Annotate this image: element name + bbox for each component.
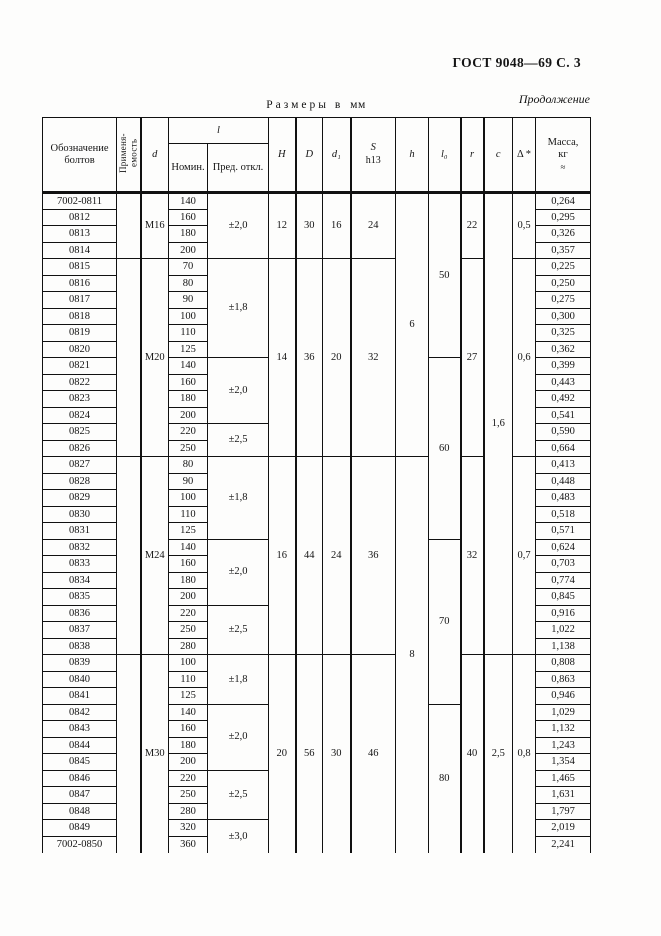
cell-bolt-designation: 0833 (43, 556, 117, 573)
cell-mass: 1,022 (536, 622, 591, 639)
continuation-note: Продолжение (518, 92, 590, 106)
cell-l-deviation: ±3,0 (208, 820, 269, 853)
cell-l-nominal: 180 (169, 572, 208, 589)
header-mass-line2: кг (558, 149, 568, 161)
cell-l0: 50 (429, 193, 461, 358)
cell-bolt-designation: 0839 (43, 655, 117, 672)
cell-r: 32 (461, 457, 484, 655)
cell-l-nominal: 70 (169, 259, 208, 276)
header-mass-line1: Масса, (547, 136, 579, 148)
cell-l-deviation: ±2,5 (208, 770, 269, 820)
cell-mass: 0,326 (536, 226, 591, 243)
cell-mass: 0,774 (536, 572, 591, 589)
cell-delta: 0,8 (513, 655, 536, 853)
cell-mass: 1,029 (536, 704, 591, 721)
cell-bolt-designation: 0826 (43, 440, 117, 457)
cell-mass: 0,448 (536, 473, 591, 490)
cell-bolt-designation: 0847 (43, 787, 117, 804)
cell-mass: 0,225 (536, 259, 591, 276)
cell-bolt-designation: 0848 (43, 803, 117, 820)
units-note-text: Размеры в (266, 99, 344, 111)
cell-l-nominal: 220 (169, 424, 208, 441)
cell-l0: 70 (429, 539, 461, 704)
cell-S: 24 (351, 193, 396, 259)
cell-l-deviation: ±1,8 (208, 259, 269, 358)
cell-bolt-designation: 0849 (43, 820, 117, 837)
cell-l-nominal: 125 (169, 523, 208, 540)
cell-bolt-designation: 0829 (43, 490, 117, 507)
cell-l-deviation: ±2,0 (208, 539, 269, 605)
cell-c: 1,6 (484, 193, 513, 655)
cell-mass: 0,664 (536, 440, 591, 457)
cell-H: 16 (269, 457, 296, 655)
cell-l-nominal: 160 (169, 556, 208, 573)
header-D: D (296, 118, 323, 193)
cell-d1: 16 (323, 193, 351, 259)
cell-mass: 0,571 (536, 523, 591, 540)
cell-S: 46 (351, 655, 396, 853)
cell-mass: 0,916 (536, 605, 591, 622)
cell-mass: 0,590 (536, 424, 591, 441)
cell-bolt-designation: 0820 (43, 341, 117, 358)
header-l0: l₀ (429, 118, 461, 193)
cell-l-nominal: 110 (169, 506, 208, 523)
cell-bolt-designation: 0841 (43, 688, 117, 705)
cell-l-nominal: 180 (169, 391, 208, 408)
cell-d-thread: М16 (141, 193, 169, 259)
cell-mass: 0,300 (536, 308, 591, 325)
cell-bolt-designation: 0812 (43, 209, 117, 226)
cell-l-nominal: 200 (169, 407, 208, 424)
cell-l-nominal: 110 (169, 325, 208, 342)
cell-D: 30 (296, 193, 323, 259)
cell-bolt-designation: 0842 (43, 704, 117, 721)
cell-mass: 0,808 (536, 655, 591, 672)
cell-delta: 0,7 (513, 457, 536, 655)
header-d: d (141, 118, 169, 193)
cell-d-thread: М20 (141, 259, 169, 457)
cell-mass: 0,863 (536, 671, 591, 688)
cell-S: 36 (351, 457, 396, 655)
cell-l-nominal: 200 (169, 242, 208, 259)
cell-bolt-designation: 7002-0811 (43, 193, 117, 210)
header-h: h (396, 118, 429, 193)
header-applicability-label: Применя- емость (117, 133, 139, 173)
header-H: H (269, 118, 296, 193)
cell-bolt-designation: 0836 (43, 605, 117, 622)
cell-l-deviation: ±1,8 (208, 457, 269, 540)
cell-l-deviation: ±2,0 (208, 193, 269, 259)
table-row (43, 655, 591, 672)
cell-mass: 1,631 (536, 787, 591, 804)
cell-bolt-designation: 0830 (43, 506, 117, 523)
cell-l-nominal: 140 (169, 193, 208, 210)
cell-bolt-designation: 0840 (43, 671, 117, 688)
cell-bolt-designation: 0815 (43, 259, 117, 276)
cell-mass: 0,295 (536, 209, 591, 226)
cell-bolt-designation: 0819 (43, 325, 117, 342)
cell-applicability (117, 655, 141, 853)
cell-l-nominal: 250 (169, 787, 208, 804)
units-note (42, 99, 590, 111)
cell-l-nominal: 90 (169, 292, 208, 309)
cell-bolt-designation: 0846 (43, 770, 117, 787)
table-body (43, 193, 591, 853)
cell-bolt-designation: 0844 (43, 737, 117, 754)
cell-r: 40 (461, 655, 484, 853)
cell-bolt-designation: 0823 (43, 391, 117, 408)
cell-mass: 2,019 (536, 820, 591, 837)
header-S (351, 118, 396, 193)
cell-mass: 0,362 (536, 341, 591, 358)
header-mass (536, 118, 591, 193)
dimensions-table (42, 117, 591, 853)
header-l-nominal: Номин. (169, 144, 208, 193)
cell-l-nominal: 250 (169, 622, 208, 639)
cell-bolt-designation: 0843 (43, 721, 117, 738)
cell-bolt-designation: 7002-0850 (43, 836, 117, 853)
cell-mass: 0,845 (536, 589, 591, 606)
cell-l-deviation: ±2,0 (208, 704, 269, 770)
cell-l0: 60 (429, 358, 461, 540)
header-delta: Δ * (513, 118, 536, 193)
cell-d1: 24 (323, 457, 351, 655)
cell-l-nominal: 220 (169, 770, 208, 787)
cell-mass: 0,624 (536, 539, 591, 556)
cell-l-nominal: 160 (169, 721, 208, 738)
cell-l-nominal: 80 (169, 275, 208, 292)
header-l-deviation: Пред. откл. (208, 144, 269, 193)
cell-d-thread: М24 (141, 457, 169, 655)
cell-bolt-designation: 0827 (43, 457, 117, 474)
cell-bolt-designation: 0824 (43, 407, 117, 424)
header-S-symbol: S (370, 142, 376, 154)
cell-mass: 0,518 (536, 506, 591, 523)
cell-bolt-designation: 0821 (43, 358, 117, 375)
cell-l0: 80 (429, 704, 461, 853)
cell-bolt-designation: 0828 (43, 473, 117, 490)
cell-mass: 0,264 (536, 193, 591, 210)
cell-mass: 0,357 (536, 242, 591, 259)
cell-l-nominal: 140 (169, 539, 208, 556)
cell-H: 12 (269, 193, 296, 259)
cell-l-deviation: ±1,8 (208, 655, 269, 705)
cell-bolt-designation: 0825 (43, 424, 117, 441)
cell-l-nominal: 125 (169, 341, 208, 358)
document-reference: ГОСТ 9048—69 С. 3 (452, 55, 581, 70)
cell-mass: 0,703 (536, 556, 591, 573)
cell-bolt-designation: 0814 (43, 242, 117, 259)
cell-bolt-designation: 0845 (43, 754, 117, 771)
cell-l-nominal: 90 (169, 473, 208, 490)
cell-l-nominal: 280 (169, 638, 208, 655)
header-r: r (461, 118, 484, 193)
cell-S: 32 (351, 259, 396, 457)
cell-mass: 1,465 (536, 770, 591, 787)
cell-l-nominal: 160 (169, 374, 208, 391)
cell-l-nominal: 180 (169, 226, 208, 243)
cell-l-nominal: 100 (169, 655, 208, 672)
cell-bolt-designation: 0831 (43, 523, 117, 540)
header-applicability (117, 118, 141, 193)
cell-bolt-designation: 0817 (43, 292, 117, 309)
cell-l-nominal: 160 (169, 209, 208, 226)
cell-H: 14 (269, 259, 296, 457)
header-S-tolerance: h13 (365, 154, 381, 166)
cell-mass: 1,132 (536, 721, 591, 738)
cell-mass: 1,354 (536, 754, 591, 771)
cell-mass: 0,250 (536, 275, 591, 292)
header-l: l (169, 118, 269, 144)
units-note-unit: мм (350, 99, 366, 111)
cell-l-nominal: 125 (169, 688, 208, 705)
cell-mass: 0,541 (536, 407, 591, 424)
cell-h: 6 (396, 193, 429, 457)
cell-l-nominal: 140 (169, 704, 208, 721)
cell-mass: 1,138 (536, 638, 591, 655)
cell-mass: 0,483 (536, 490, 591, 507)
cell-mass: 0,492 (536, 391, 591, 408)
cell-mass: 2,241 (536, 836, 591, 853)
header-c: c (484, 118, 513, 193)
cell-l-nominal: 280 (169, 803, 208, 820)
header-d1: d₁ (323, 118, 351, 193)
cell-bolt-designation: 0822 (43, 374, 117, 391)
cell-bolt-designation: 0816 (43, 275, 117, 292)
cell-d1: 30 (323, 655, 351, 853)
cell-h: 8 (396, 457, 429, 853)
cell-l-nominal: 100 (169, 490, 208, 507)
cell-applicability (117, 193, 141, 259)
cell-l-deviation: ±2,0 (208, 358, 269, 424)
cell-mass: 0,399 (536, 358, 591, 375)
header-mass-approx: ≈ (560, 161, 566, 172)
cell-l-nominal: 320 (169, 820, 208, 837)
cell-d1: 20 (323, 259, 351, 457)
cell-mass: 0,413 (536, 457, 591, 474)
cell-mass: 0,275 (536, 292, 591, 309)
cell-r: 27 (461, 259, 484, 457)
cell-bolt-designation: 0834 (43, 572, 117, 589)
cell-l-deviation: ±2,5 (208, 605, 269, 655)
cell-applicability (117, 457, 141, 655)
cell-r: 22 (461, 193, 484, 259)
cell-l-nominal: 100 (169, 308, 208, 325)
cell-l-deviation: ±2,5 (208, 424, 269, 457)
cell-mass: 1,243 (536, 737, 591, 754)
cell-c: 2,5 (484, 655, 513, 853)
cell-d-thread: М30 (141, 655, 169, 853)
header-designation: Обозначение болтов (43, 118, 117, 193)
cell-l-nominal: 200 (169, 589, 208, 606)
cell-delta: 0,6 (513, 259, 536, 457)
cell-D: 56 (296, 655, 323, 853)
cell-bolt-designation: 0835 (43, 589, 117, 606)
cell-D: 36 (296, 259, 323, 457)
cell-applicability (117, 259, 141, 457)
cell-l-nominal: 200 (169, 754, 208, 771)
cell-l-nominal: 140 (169, 358, 208, 375)
cell-mass: 1,797 (536, 803, 591, 820)
cell-mass: 0,443 (536, 374, 591, 391)
cell-H: 20 (269, 655, 296, 853)
cell-bolt-designation: 0813 (43, 226, 117, 243)
cell-l-nominal: 250 (169, 440, 208, 457)
cell-l-nominal: 80 (169, 457, 208, 474)
cell-bolt-designation: 0838 (43, 638, 117, 655)
cell-bolt-designation: 0818 (43, 308, 117, 325)
cell-mass: 0,946 (536, 688, 591, 705)
cell-mass: 0,325 (536, 325, 591, 342)
cell-bolt-designation: 0837 (43, 622, 117, 639)
table-header (43, 118, 591, 193)
cell-delta: 0,5 (513, 193, 536, 259)
table-row (43, 193, 591, 210)
cell-bolt-designation: 0832 (43, 539, 117, 556)
cell-l-nominal: 360 (169, 836, 208, 853)
cell-l-nominal: 110 (169, 671, 208, 688)
cell-D: 44 (296, 457, 323, 655)
cell-l-nominal: 180 (169, 737, 208, 754)
cell-l-nominal: 220 (169, 605, 208, 622)
